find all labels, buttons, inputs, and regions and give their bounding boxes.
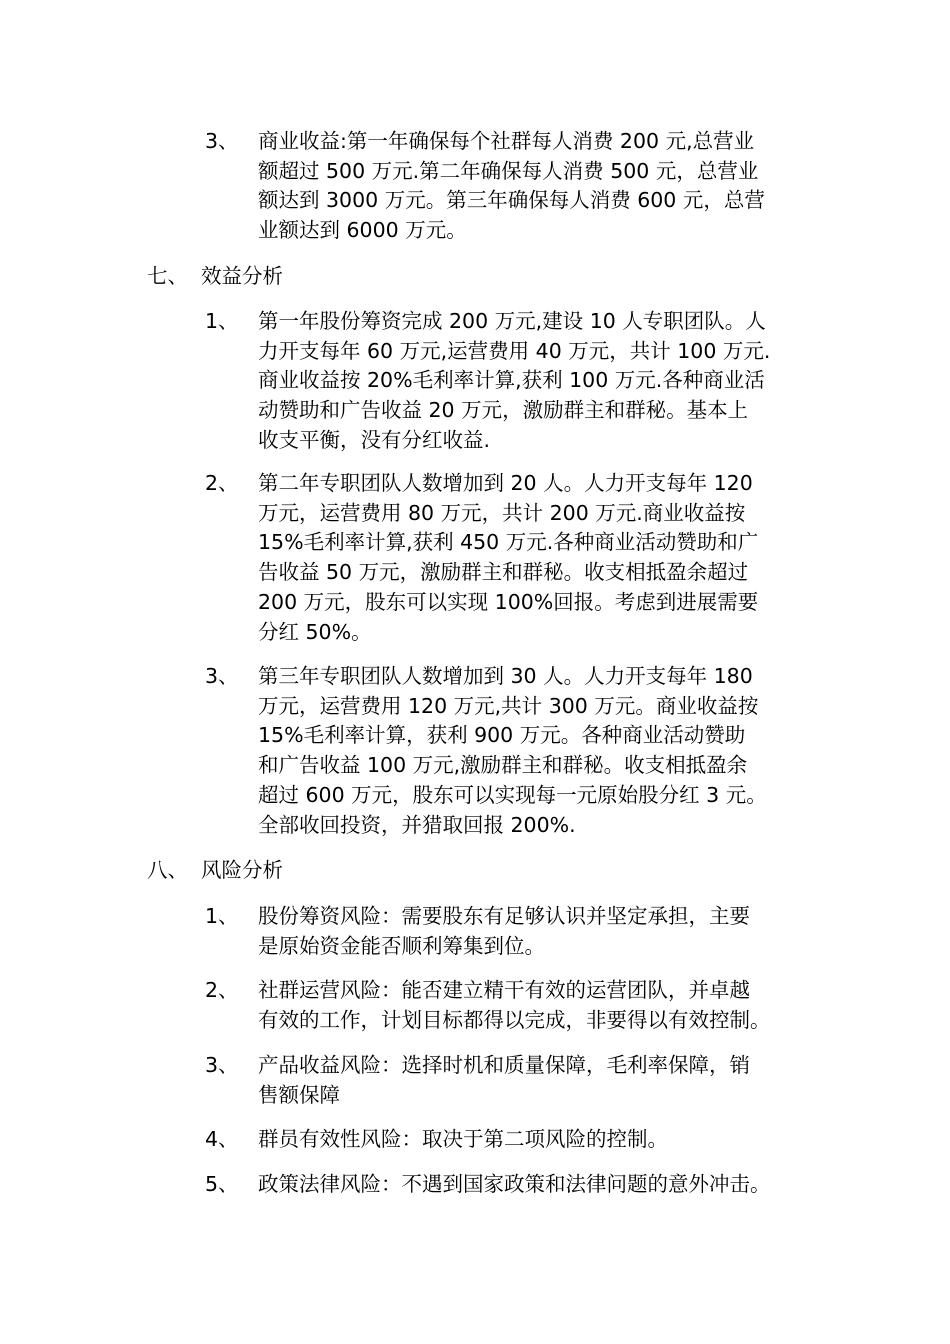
text-line: 全部收回投资，并猎取回报 200%. (258, 812, 576, 837)
list-item-text (258, 662, 803, 840)
section-title: 效益分析 (201, 264, 283, 288)
text-line: 分红 50%。 (258, 619, 372, 644)
list-item-text (258, 1051, 803, 1110)
list-item-text (258, 902, 803, 961)
text-line: 15%毛利率计算，获利 900 万元。各种商业活动赞助 (258, 723, 746, 748)
list-item-number: 5、 (205, 1172, 239, 1196)
text-line: 售额保障 (258, 1082, 340, 1107)
list-item-number: 1、 (205, 904, 239, 928)
text-line: 万元，运营费用 120 万元,共计 300 万元。商业收益按 (258, 693, 759, 718)
list-item-year-one (205, 307, 805, 456)
section-number: 八、 (147, 858, 188, 882)
text-line: 商业收益:第一年确保每个社群每人消费 200 元,总营业 (258, 129, 755, 153)
list-item-funding-risk (205, 902, 805, 961)
text-line: 有效的工作，计划目标都得以完成，非要得以有效控制。 (258, 1007, 771, 1032)
text-line: 商业收益按 20%毛利率计算,获利 100 万元.各种商业活 (258, 368, 765, 393)
text-line: 额超过 500 万元.第二年确保每人消费 500 元，总营业 (258, 158, 759, 183)
list-item-text (258, 127, 803, 246)
text-line: 告收益 50 万元，激励群主和群秘。收支相抵盈余超过 (258, 560, 749, 585)
list-item-number: 1、 (205, 309, 239, 333)
text-line: 力开支每年 60 万元,运营费用 40 万元，共计 100 万元. (258, 338, 771, 363)
list-item-number: 4、 (205, 1127, 239, 1151)
text-line: 超过 600 万元，股东可以实现每一元原始股分红 3 元。 (258, 782, 767, 807)
section-heading-benefit-analysis (147, 262, 283, 292)
text-line: 股份筹资风险：需要股东有足够认识并坚定承担，主要 (258, 904, 750, 928)
list-item-year-two (205, 469, 805, 647)
list-item-number: 2、 (205, 978, 239, 1002)
section-title: 风险分析 (201, 858, 283, 882)
list-item-text (258, 976, 803, 1035)
list-item-number: 3、 (205, 129, 239, 153)
text-line: 群员有效性风险：取决于第二项风险的控制。 (258, 1127, 668, 1151)
text-line: 200 万元，股东可以实现 100%回报。考虑到进展需要 (258, 589, 759, 614)
list-item-text (258, 1170, 803, 1200)
list-item-text (258, 307, 803, 456)
text-line: 第一年股份筹资完成 200 万元,建设 10 人专职团队。人 (258, 309, 766, 333)
text-line: 政策法律风险：不遇到国家政策和法律问题的意外冲击。 (258, 1172, 771, 1196)
section-number: 七、 (147, 264, 188, 288)
list-item-product-risk (205, 1051, 805, 1110)
text-line: 15%毛利率计算,获利 450 万元.各种商业活动赞助和广 (258, 530, 759, 555)
list-item-number: 3、 (205, 664, 239, 688)
section-heading-risk-analysis (147, 856, 283, 886)
list-item-policy-risk (205, 1170, 805, 1200)
text-line: 和广告收益 100 万元,激励群主和群秘。收支相抵盈余 (258, 753, 748, 778)
text-line: 社群运营风险：能否建立精干有效的运营团队，并卓越 (258, 978, 750, 1002)
list-item-year-three (205, 662, 805, 840)
text-line: 额达到 3000 万元。第三年确保每人消费 600 元，总营 (258, 188, 765, 213)
text-line: 产品收益风险：选择时机和质量保障，毛利率保障，销 (258, 1053, 750, 1077)
text-line: 业额达到 6000 万元。 (258, 218, 467, 243)
list-item-text (258, 469, 803, 647)
text-line: 第三年专职团队人数增加到 30 人。人力开支每年 180 (258, 664, 753, 688)
list-item-number: 2、 (205, 471, 239, 495)
text-line: 收支平衡，没有分红收益. (258, 427, 491, 452)
list-item-commercial-revenue (205, 127, 805, 246)
text-line: 万元，运营费用 80 万元，共计 200 万元.商业收益按 (258, 500, 746, 525)
text-line: 动赞助和广告收益 20 万元，激励群主和群秘。基本上 (258, 398, 749, 423)
list-item-number: 3、 (205, 1053, 239, 1077)
list-item-operation-risk (205, 976, 805, 1035)
text-line: 是原始资金能否顺利筹集到位。 (258, 933, 545, 958)
text-line: 第二年专职团队人数增加到 20 人。人力开支每年 120 (258, 471, 753, 495)
list-item-text (258, 1125, 803, 1155)
list-item-member-risk (205, 1125, 805, 1155)
